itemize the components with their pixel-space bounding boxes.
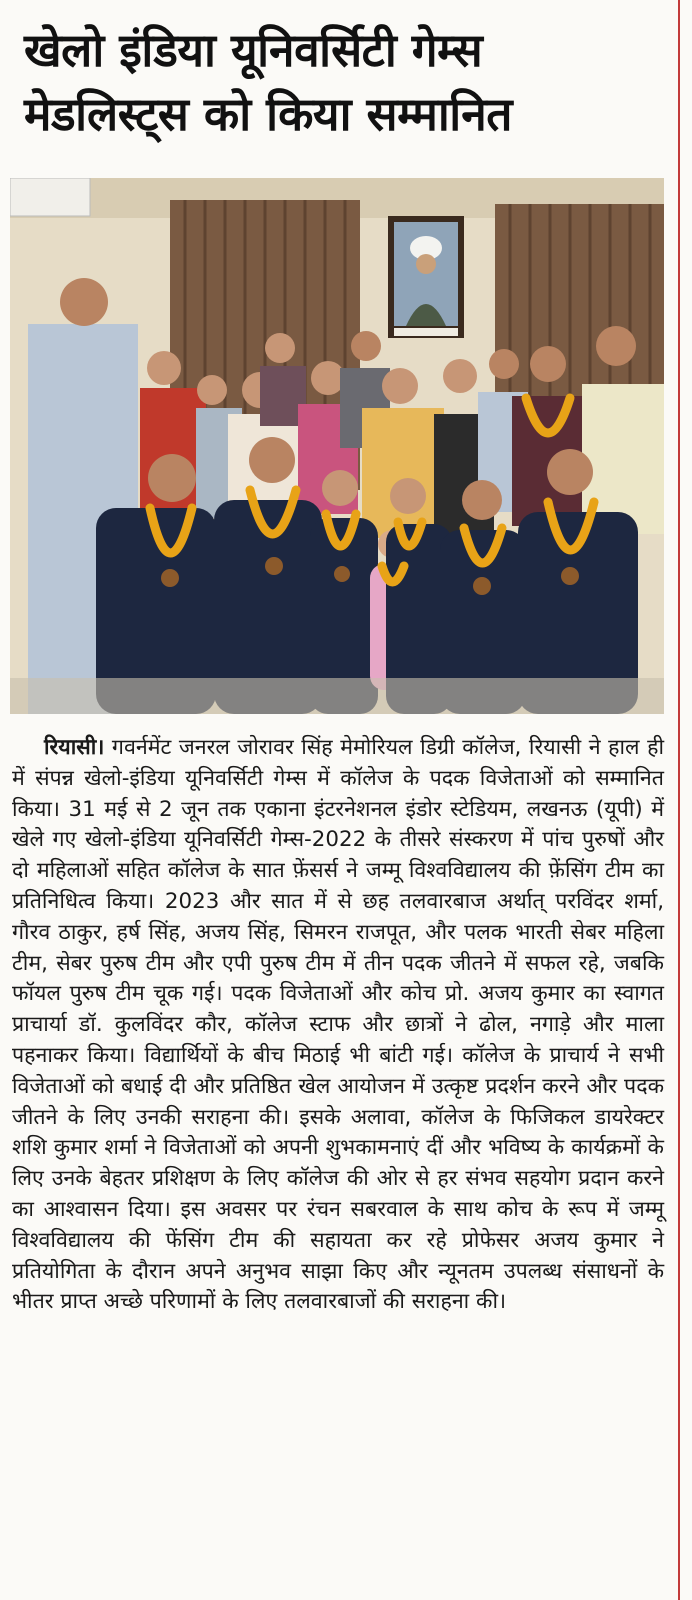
dateline: रियासी।	[44, 735, 105, 760]
article-body	[12, 733, 664, 1318]
column-rule	[678, 0, 680, 1600]
group-photo	[10, 178, 664, 714]
headline-line-1: खेलो इंडिया यूनिवर्सिटी गेम्स	[24, 23, 483, 77]
headline-line-2: मेडलिस्ट्स को किया सम्मानित	[24, 87, 512, 141]
headline	[24, 18, 644, 146]
article-text: गवर्नमेंट जनरल जोरावर सिंह मेमोरियल डिग्री कॉलेज, रियासी ने हाल ही में संपन्न खेलो-इंडिया यूनिवर्सिटी गेम्स में कॉलेज के पदक विजेताओं को सम्मानित किया। 31 मई से 2 जून तक एकाना इंटरनेशनल इंडोर स्टेडियम, लखनऊ (यूपी) में खेले गए खेलो-इंडिया यूनिवर्सिटी गेम्स-2022 के तीसरे संस्करण में पांच पुरुषों और दो महिलाओं सहित कॉलेज के सात फ़ेंसर्स ने जम्मू विश्वविद्यालय की फ़ेंसिंग टीम का प्रतिनिधित्व किया। 2023 और सात में से छह तलवारबाज अर्थात् परविंदर शर्मा, गौरव ठाकुर, हर्ष सिंह, अजय सिंह, सिमरन राजपूत, और पलक भारती सेबर महिला टीम, सेबर पुरुष टीम और एपी पुरुष टीम में तीन पदक जीतने में सफल रहे, जबकि फॉयल पुरुष टीम चूक गई। पदक विजेताओं और कोच प्रो. अजय कुमार का स्वागत प्राचार्या डॉ. कुलविंदर कौर, कॉलेज स्टाफ और छात्रों ने ढोल, नगाड़े और माला पहनाकर किया। विद्यार्थियों के बीच मिठाई भी बांटी गई। कॉलेज के प्राचार्य ने सभी विजेताओं को बधाई दी और प्रतिष्ठित खेल आयोजन में उत्कृष्ट प्रदर्शन करने और पदक जीतने के लिए उनकी सराहना की। इसके अलावा, कॉलेज के फिजिकल डायरेक्टर शशि कुमार शर्मा ने विजेताओं को अपनी शुभकामनाएं दीं और भविष्य के कार्यक्रमों के लिए उनके बेहतर प्रशिक्षण के लिए कॉलेज की ओर से हर संभव सहयोग प्रदान करने का आश्वासन दिया। इस अवसर पर रंचन सबरवाल के साथ कोच के रूप में जम्मू विश्वविद्यालय की फेंसिंग टीम की सहायता कर रहे प्रोफेसर अजय कुमार ने प्रतियोगिता के दौरान अपने अनुभव साझा किए और न्यूनतम उपलब्ध संसाधनों के भीतर प्राप्त अच्छे परिणामों के लिए तलवारबाजों की सराहना की।	[12, 735, 664, 1315]
